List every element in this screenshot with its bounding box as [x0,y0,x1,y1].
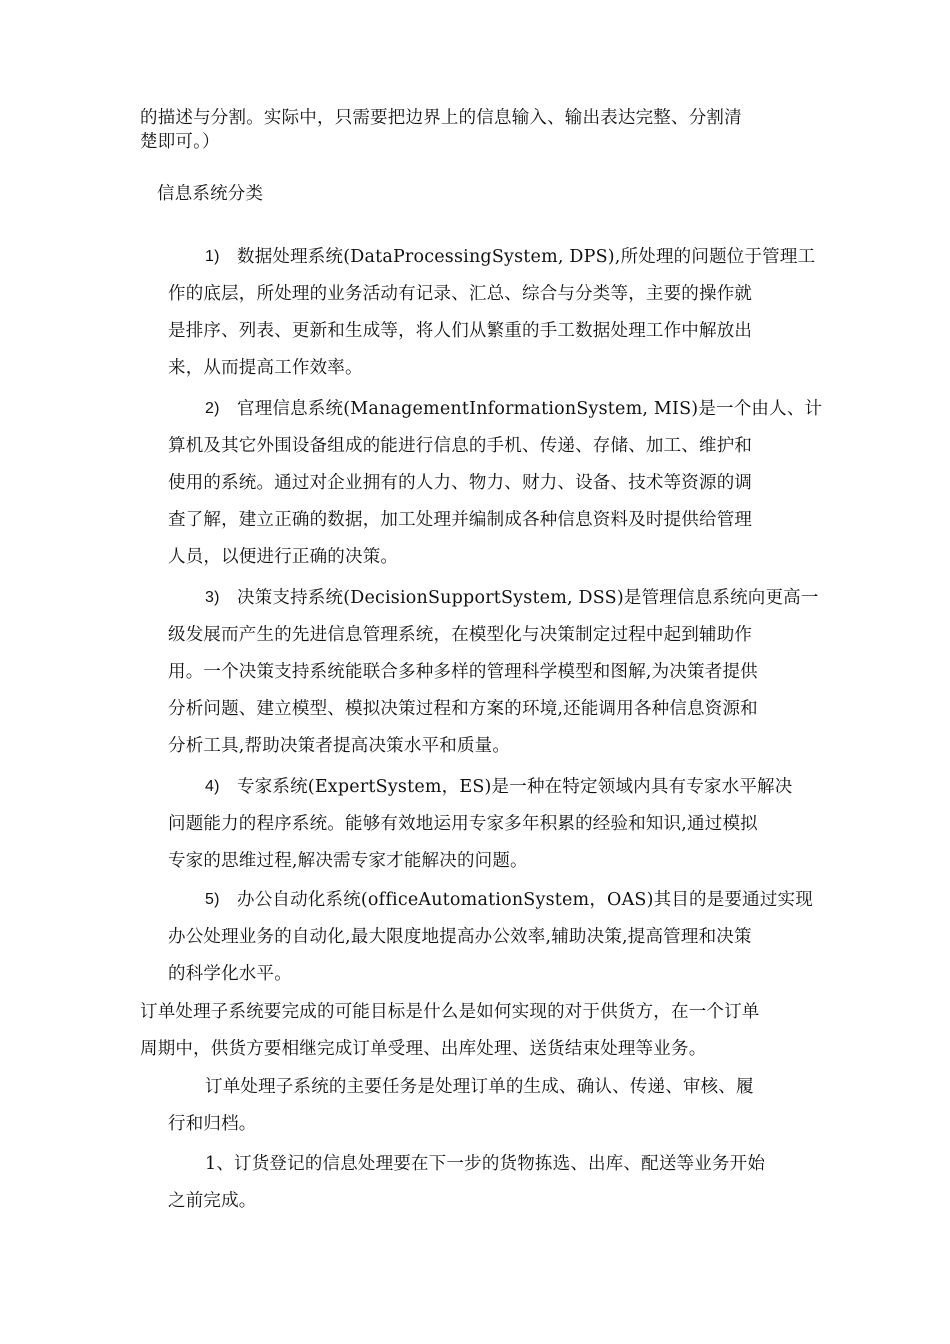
list-item-line: 专家的思维过程,解决需专家才能解决的问题。 [168,851,528,871]
list-item-line: 官理信息系统(ManagementInformationSystem, MIS)是一个由人、计 [237,399,823,419]
list-item-number: 5) [205,891,220,908]
list-item-line: 的科学化水平。 [168,964,292,984]
order-paragraph-1-line-1: 订单处理子系统要完成的可能目标是什么是如何实现的对于供货方，在一个订单 [140,1002,760,1022]
order-paragraph-2-line-1: 订单处理子系统的主要任务是处理订单的生成、确认、传递、审核、履 [205,1077,754,1097]
list-item-number: 3) [205,589,220,606]
list-item-number: 2) [205,400,220,417]
list-item-line: 分析问题、建立模型、模拟决策过程和方案的环境,还能调用各种信息资源和 [168,699,758,719]
intro-line-2: 楚即可。） [140,132,220,152]
list-item-line: 问题能力的程序系统。能够有效地运用专家多年积累的经验和知识,通过模拟 [168,814,758,834]
list-item-line: 级发展而产生的先进信息管理系统，在模型化与决策制定过程中起到辅助作 [168,625,753,645]
list-item-line: 分析工具,帮助决策者提高决策水平和质量。 [168,736,511,756]
list-item-number: 1) [205,248,220,265]
list-item-line: 办公自动化系统(officeAutomationSystem，OAS)其目的是要通过实现 [237,890,813,910]
list-item-line: 是排序、列表、更新和生成等，将人们从繁重的手工数据处理工作中解放出 [168,321,753,341]
list-item-line: 数据处理系统(DataProcessingSystem, DPS),所处理的问题位于管理工 [237,247,816,267]
intro-line-1: 的描述与分割。实际中，只需要把边界上的信息输入、输出表达完整、分割清 [140,108,742,128]
order-paragraph-3-line-1: 1、订货登记的信息处理要在下一步的货物拣选、出库、配送等业务开始 [205,1154,766,1174]
order-paragraph-3-line-2: 之前完成。 [168,1191,257,1211]
list-item-line: 来，从而提高工作效率。 [168,358,363,378]
list-item-line: 办公处理业务的自动化,最大限度地提高办公效率,辅助决策,提高管理和决策 [168,927,752,947]
list-item-line: 算机及其它外围设备组成的能进行信息的手机、传递、存储、加工、维护和 [168,436,753,456]
list-item-number: 4) [205,778,220,795]
section-heading: 信息系统分类 [157,184,264,204]
order-paragraph-1-line-2: 周期中，供货方要相继完成订单受理、出库处理、送货结束处理等业务。 [140,1039,707,1059]
list-item-line: 作的底层，所处理的业务活动有记录、汇总、综合与分类等，主要的操作就 [168,284,753,304]
list-item-line: 查了解，建立正确的数据，加工处理并编制成各种信息资料及时提供给管理 [168,510,753,530]
list-item-line: 决策支持系统(DecisionSupportSystem, DSS)是管理信息系统向更高一 [237,588,819,608]
list-item-line: 人员，以便进行正确的决策。 [168,547,399,567]
list-item-line: 使用的系统。通过对企业拥有的人力、物力、财力、设备、技术等资源的调 [168,473,753,493]
list-item-line: 用。一个决策支持系统能联合多种多样的管理科学模型和图解,为决策者提供 [168,662,758,682]
list-item-line: 专家系统(ExpertSystem，ES)是一种在特定领域内具有专家水平解决 [237,777,793,797]
order-paragraph-2-line-2: 行和归档。 [168,1114,257,1134]
